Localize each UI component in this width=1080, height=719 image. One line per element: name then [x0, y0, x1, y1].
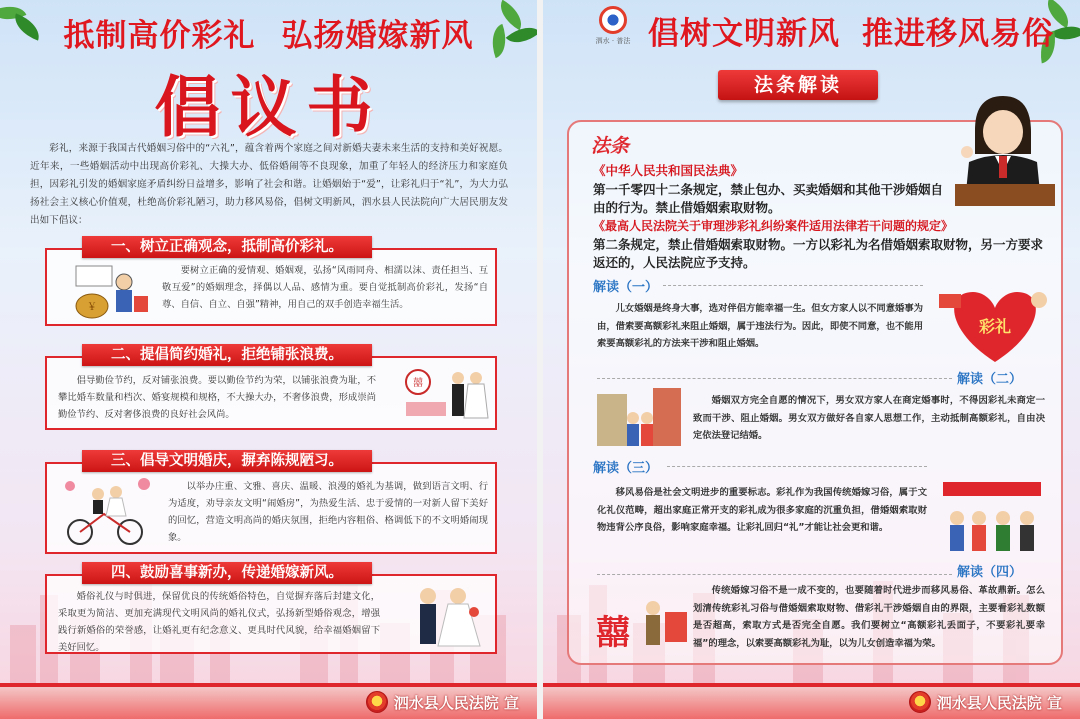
- section-body-1: 要树立正确的爱情观、婚姻观，弘扬“风雨同舟、相濡以沫、责任担当、互敬互爱”的婚姻理念，择偶以人品、感情为重。要自觉抵制高价彩礼，发扬“自尊、自信、自立、自强”精神，用自己的双手创造幸福生活。: [162, 265, 488, 310]
- logo-text: 泗水 · 普法: [595, 37, 631, 45]
- reading-heading-2: 解读（二）: [957, 372, 1023, 387]
- reading-body-1: 儿女婚姻是终身大事，选对伴侣方能幸福一生。但女方家人以不同意婚事为由，借索要高额彩礼来阻止婚姻，属于违法行为。因此，即使不同意，也不能用索要高额彩礼的方法来干涉和阻止婚姻。: [597, 303, 923, 349]
- illustration-judge: [945, 92, 1055, 212]
- court-emblem-icon: [909, 691, 931, 713]
- poster-title: [0, 10, 537, 55]
- section-body-3: 以举办庄重、文雅、喜庆、温暖、浪漫的婚礼为基调，做到语言文明、行为适度，劝导亲友文明“闹婚房”，为热爱生活、忠于爱情的一对新人留下美好的回忆，营造文明高尚的婚庆氛围，拒绝内容粗俗、格调低下的不文明婚闹现象。: [168, 481, 488, 543]
- illustration-community-meeting: [933, 478, 1051, 554]
- section-body-2: 倡导勤俭节约，反对铺张浪费。要以勤俭节约为荣，以铺张浪费为耻，不攀比婚车数量和档次、婚宴规模和规格，不大操大办，不奢侈浪费，形成崇尚勤俭节约、反对奢侈浪费的良好社会风尚。: [58, 375, 376, 420]
- brand-logo: [593, 6, 633, 46]
- section-heading-2: 二、提倡简约婚礼，拒绝铺张浪费。: [82, 344, 372, 366]
- svg-text:囍: 囍: [596, 613, 630, 653]
- law-text-judicial-interpretation: 第二条规定，禁止借婚姻索取财物。一方以彩礼为名借婚姻索取财物，另一方要求返还的，人民法院应予支持。: [593, 237, 1044, 270]
- reading-body-4: 传统婚嫁习俗不是一成不变的，也要随着时代进步而移风易俗、革故鼎新。怎么划清传统彩礼习俗与借婚姻索取财物、借彩礼干涉婚姻自由的界限，主要看彩礼数额是否超高，索取方式是否完全自愿。我们要树立“高额彩礼丢面子，不要彩礼要幸福”的理念，以索要高额彩礼为耻，以为儿女创造幸福为荣。: [693, 585, 1045, 649]
- illustration-families-discussing: [593, 384, 685, 450]
- intro-paragraph: 彩礼，来源于我国古代婚姻习俗中的“六礼”，蕴含着两个家庭之间对新婚夫妻未来生活的支持和美好祝愿。近年来，一些婚姻活动中出现高价彩礼、大操大办、低俗婚闹等不良现象，加重了年轻人的经济压力和家庭负担，因彩礼引发的婚姻家庭矛盾纠纷日益增多，影响了社会和谐。让婚姻始于“爱”，让彩礼归于“礼”，为大力弘扬社会主义核心价值观，杜绝高价彩礼陋习，助力移风易俗，倡树文明新风，泗水县人民法院向广大居民朋友发出如下倡议：: [30, 143, 508, 226]
- illustration-bride-price-heart: [935, 286, 1055, 366]
- title-part-a: 抵制高价彩礼: [63, 18, 256, 54]
- poster-left: [0, 0, 537, 719]
- illustration-wedding-bike: [60, 474, 160, 548]
- law-name-civil-code: 《中华人民共和国民法典》: [593, 163, 744, 178]
- illustration-bride-groom: [398, 582, 490, 648]
- title-part-b: 推进移风易俗: [862, 16, 1054, 52]
- section-banner: 法条解读: [718, 70, 878, 100]
- section-heading-4: 四、鼓励喜事新办，传递婚嫁新风。: [82, 562, 372, 584]
- reading-heading-4: 解读（四）: [957, 565, 1023, 580]
- reading-body-2: 婚姻双方完全自愿的情况下，男女双方家人在商定婚事时，不得因彩礼未商定一致而干涉、阻止婚姻。男女双方做好各自家人思想工作，主动抵制高额彩礼，自由决定依法登记结婚。: [693, 395, 1045, 441]
- section-heading-3: 三、倡导文明婚庆，摒弃陈规陋习。: [82, 450, 372, 472]
- dashed-divider: [667, 466, 927, 467]
- section-body-4: 婚俗礼仪与时俱进，保留优良的传统婚俗特色，自觉摒弃落后封建文化，采取更为简洁、更加充满现代文明风尚的婚礼仪式，弘扬新型婚俗观念，增强践行新婚俗的荣誉感，让婚礼更有纪念意义、更具时代风貌，给幸福婚姻留下美好回忆。: [58, 591, 380, 653]
- reading-body-3: 移风易俗是社会文明进步的重要标志。彩礼作为我国传统婚嫁习俗，属于文化礼仪范畴，超出家庭正常开支的彩礼成为很多家庭的沉重负担，借婚姻索取财物违背公序良俗，影响家庭幸福。让彩礼回归“礼”才能让社会更和谐。: [597, 487, 927, 533]
- svg-text:￥: ￥: [87, 302, 97, 313]
- dashed-divider: [597, 574, 952, 575]
- footer-bar: [0, 683, 537, 719]
- svg-text:彩礼: 彩礼: [978, 317, 1012, 336]
- law-section-label: 法条: [591, 135, 630, 157]
- reading-heading-3: 解读（三）: [593, 461, 659, 476]
- footer-text: 泗水县人民法院 宣: [393, 693, 519, 712]
- section-heading-1: 一、树立正确观念，抵制高价彩礼。: [82, 236, 372, 258]
- logo-emblem-icon: [599, 6, 627, 34]
- svg-text:囍: 囍: [413, 378, 423, 389]
- poster-title: [648, 8, 1054, 53]
- dashed-divider: [597, 378, 952, 379]
- footer-text: 泗水县人民法院 宣: [936, 693, 1062, 712]
- poster-right: [543, 0, 1080, 719]
- illustration-double-happiness: [591, 592, 691, 658]
- dashed-divider: [663, 285, 923, 286]
- footer-bar: [543, 683, 1080, 719]
- proposal-heading: 倡议书: [154, 68, 383, 146]
- title-part-a: 倡树文明新风: [648, 16, 840, 52]
- court-emblem-icon: [366, 691, 388, 713]
- law-text-civil-code: 第一千零四十二条规定，禁止包办、买卖婚姻和其他干涉婚姻自由的行为。禁止借婚姻索取财物。: [593, 182, 944, 215]
- illustration-money-bag: [62, 262, 154, 320]
- reading-heading-1: 解读（一）: [593, 280, 659, 295]
- title-part-b: 弘扬婚嫁新风: [281, 18, 474, 54]
- law-name-judicial-interpretation: 《最高人民法院关于审理涉彩礼纠纷案件适用法律若干问题的规定》: [593, 219, 954, 233]
- illustration-wedding-couple: [398, 366, 490, 424]
